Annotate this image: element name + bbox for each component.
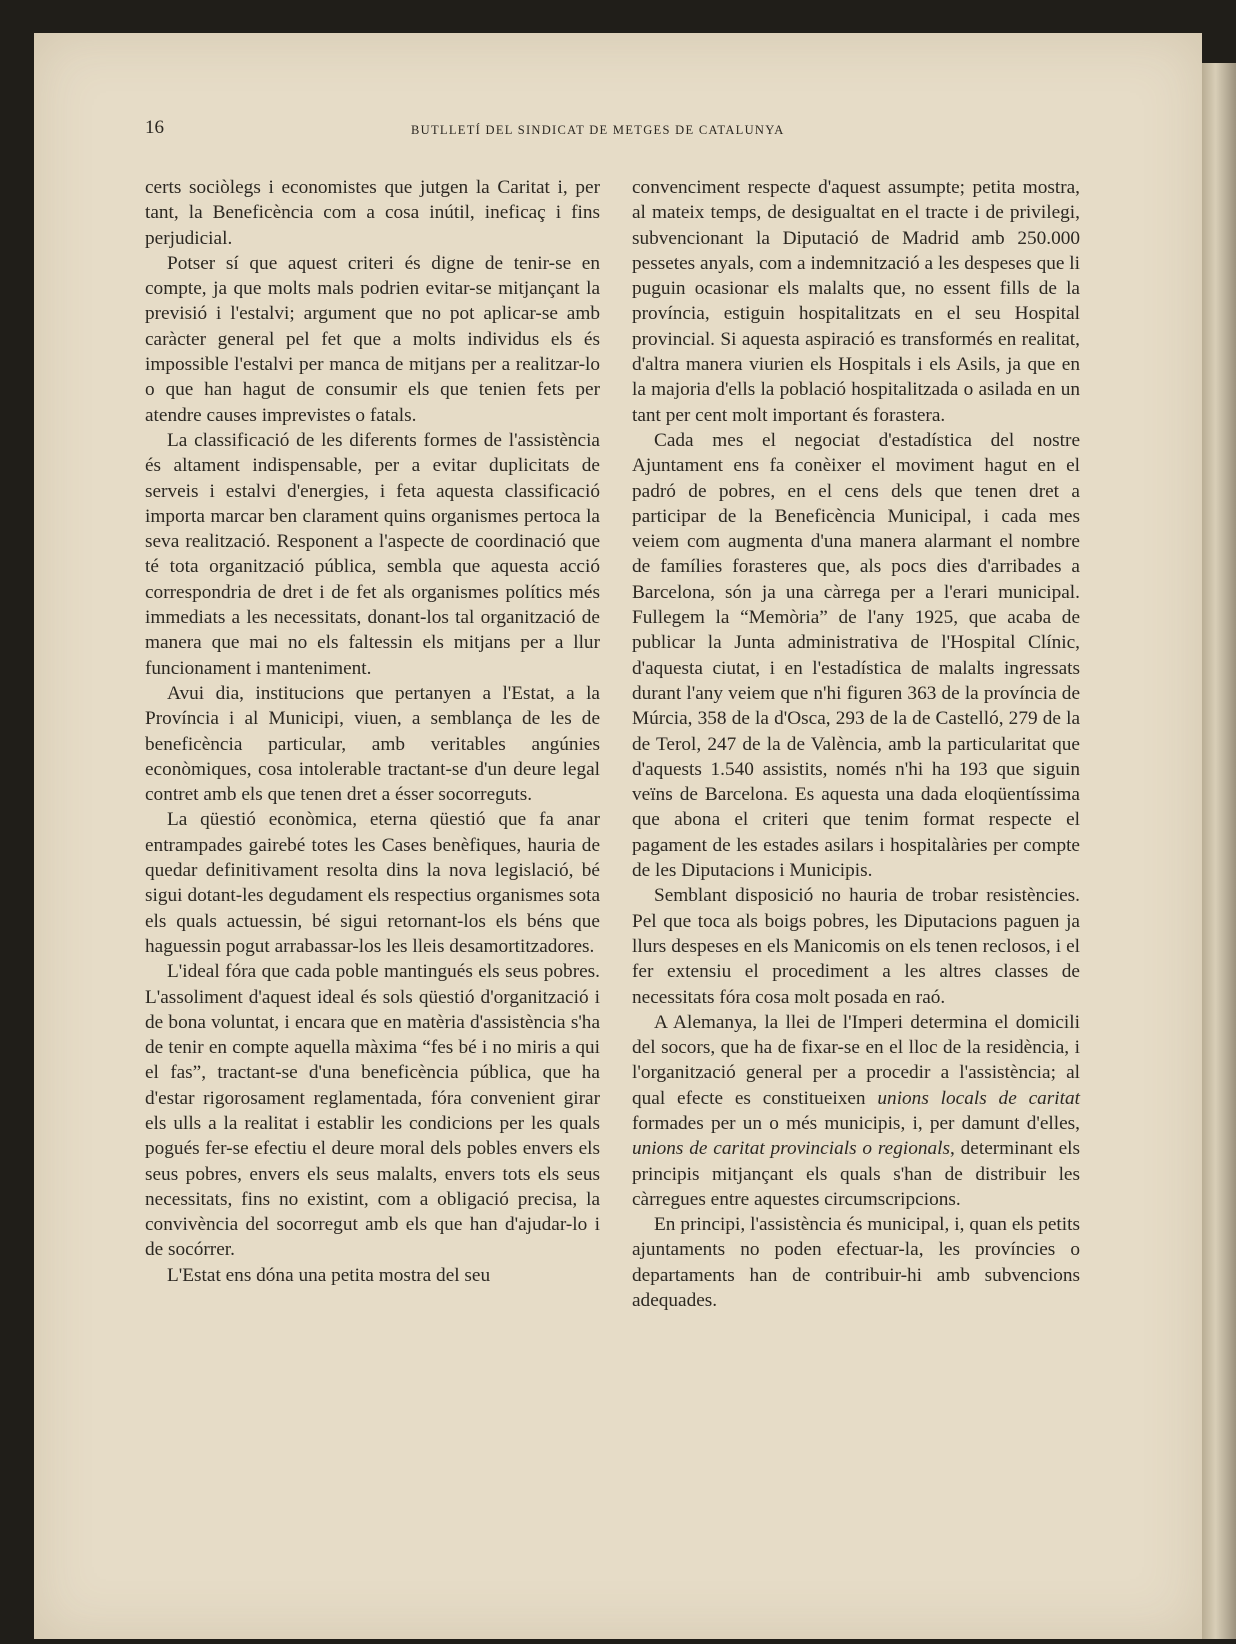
paragraph: En principi, l'assistència és municipal, i, quan els petits ajuntaments no poden efectuar-la, les províncies o departaments han de contribuir-hi amb subvencions adequades. [632, 1214, 1080, 1312]
text-run: A Alemanya, la llei de l'Imperi determina el domicili del socors, que ha de fixar-se en el lloc de la residència, i l'organització general per a procedir a l'assistència; al qual efecte es constitueixen [632, 1011, 1080, 1109]
page-number: 16 [145, 117, 164, 138]
paragraph [632, 1010, 1080, 1212]
text-run: , determinant els principis mitjançant els quals s'han de distribuir les càrregues entre aquestes circumscripcions. [632, 1138, 1080, 1210]
paragraph: Potser sí que aquest criteri és digne de tenir-se en compte, ja que molts mals podrien evitar-se mitjançant la previsió i l'estalvi; argument que no pot aplicar-se amb caràcter general pel fet que a molts individus els és impossible l'estalvi per manca de mitjans per a realitzar-lo o que han hagut de consumir els que tenien fets per atendre causes imprevistes o fatals. [145, 252, 600, 426]
paragraph: Semblant disposició no hauria de trobar resistències. Pel que toca als boigs pobres, les Diputacions paguen ja llurs despeses en els Manicomis on els tenen reclosos, i el fer extensiu el procediment a les altres classes de necessitats fóra cosa molt posada en raó. [632, 885, 1080, 1008]
paragraph: L'Estat ens dóna una petita mostra del seu [167, 1264, 491, 1286]
paragraph: L'ideal fóra que cada poble mantingués els seus pobres. L'assoliment d'aquest ideal és sols qüestió d'organització i de bona voluntat, i encara que en matèria d'assistència s'ha de tenir en compte aquella màxima “fes bé i no miris a qui el fas”, tractant-se d'una beneficència pública, que ha d'estar rigorosament reglamentada, fóra convenient girar els ulls a la realitat i establir les condicions per les quals pogués fer-se efectiu el deure moral dels pobles envers els seus pobres, envers els seus malalts, envers tots els seus necessitats, fins no existint, com a obligació precisa, la convivència del socorregut amb els que han d'ajudar-lo i de socórrer. [145, 961, 600, 1261]
paragraph: La qüestió econòmica, eterna qüestió que fa anar entrampades gairebé totes les Cases benèfiques, hauria de quedar definitivament resolta dins la nova legislació, bé sigui dotant-les degudament els respectius organismes sota els quals actuessin, bé sigui retornant-los els béns que haguessin pogut arrabassar-los les lleis desamortitzadores. [145, 809, 600, 957]
paragraph: Cada mes el negociat d'estadística del nostre Ajuntament ens fa conèixer el moviment hagut en el padró de pobres, en el cens dels que tenen dret a participar de la Beneficència Municipal, i cada mes veiem com augmenta d'una manera alarmant el nombre de famílies forasteres que, als pocs dies d'arribades a Barcelona, són ja una càrrega per a l'erari municipal. Fullegem la “Memòria” de l'any 1925, que acaba de publicar la Junta administrativa de l'Hospital Clínic, d'aquesta ciutat, i en l'estadística de malalts ingressats durant l'any veiem que n'hi figuren 363 de la província de Múrcia, 358 de la d'Osca, 293 de la de Castelló, 279 de la de Terol, 247 de la de València, amb la particularitat que d'aquests 1.540 assistits, només n'hi ha 193 que siguin veïns de Barcelona. Es aquesta una dada eloqüentíssima que abona el criteri que tenim format respecte el pagament de les estades asilars i hospitalàries per compte de les Diputacions i Municipis. [632, 429, 1080, 882]
page-header [145, 117, 1045, 147]
paragraph: certs sociòlegs i economistes que jutgen la Caritat i, per tant, la Beneficència com a cosa inútil, ineficaç i fins perjudicial. [145, 177, 600, 249]
left-column [145, 175, 600, 1288]
paragraph: La classificació de les diferents formes de l'assistència és altament indispensable, per a evitar duplicitats de serveis i estalvi d'energies, i feta aquesta classificació importa marcar ben clarament quins organismes pertoca la seva realització. Responent a l'aspecte de coordinació que té tota organització pública, sembla que aquesta acció correspondria de dret i de fet als organismes polítics més immediats a les necessitats, donant-los tal organització de manera que mai no els faltessin els mitjans per a llur funcionament i manteniment. [145, 429, 600, 679]
italic-term: unions locals de caritat [877, 1087, 1080, 1109]
right-column [632, 175, 1080, 1313]
paragraph: Avui dia, institucions que pertanyen a l'Estat, a la Província i al Municipi, viuen, a semblança de les de beneficència particular, amb veritables angúnies econòmiques, cosa intolerable tractant-se d'un deure legal contret amb els que tenen dret a ésser socorreguts. [145, 682, 600, 806]
page-edge [1202, 63, 1236, 1639]
running-title: BUTLLETÍ DEL SINDICAT DE METGES DE CATALUNYA [411, 123, 785, 137]
italic-term: unions de caritat provincials o regionals [632, 1138, 950, 1160]
paragraph: convenciment respecte d'aquest assumpte; petita mostra, al mateix temps, de desigualtat en el tracte i de privilegi, subvencionant la Diputació de Madrid amb 250.000 pessetes anyals, com a indemnització a les despeses que li puguin ocasionar els malalts que, no essent fills de la província, estiguin hospitalitzats en el seu Hospital provincial. Si aquesta aspiració es transformés en realitat, d'altra manera viurien els Hospitals i els Asils, ja que en la majoria d'ells la població hospitalitzada o asilada en un tant per cent molt important és forastera. [632, 177, 1080, 426]
text-run: formades per un o més municipis, i, per damunt d'elles, [632, 1112, 1080, 1134]
